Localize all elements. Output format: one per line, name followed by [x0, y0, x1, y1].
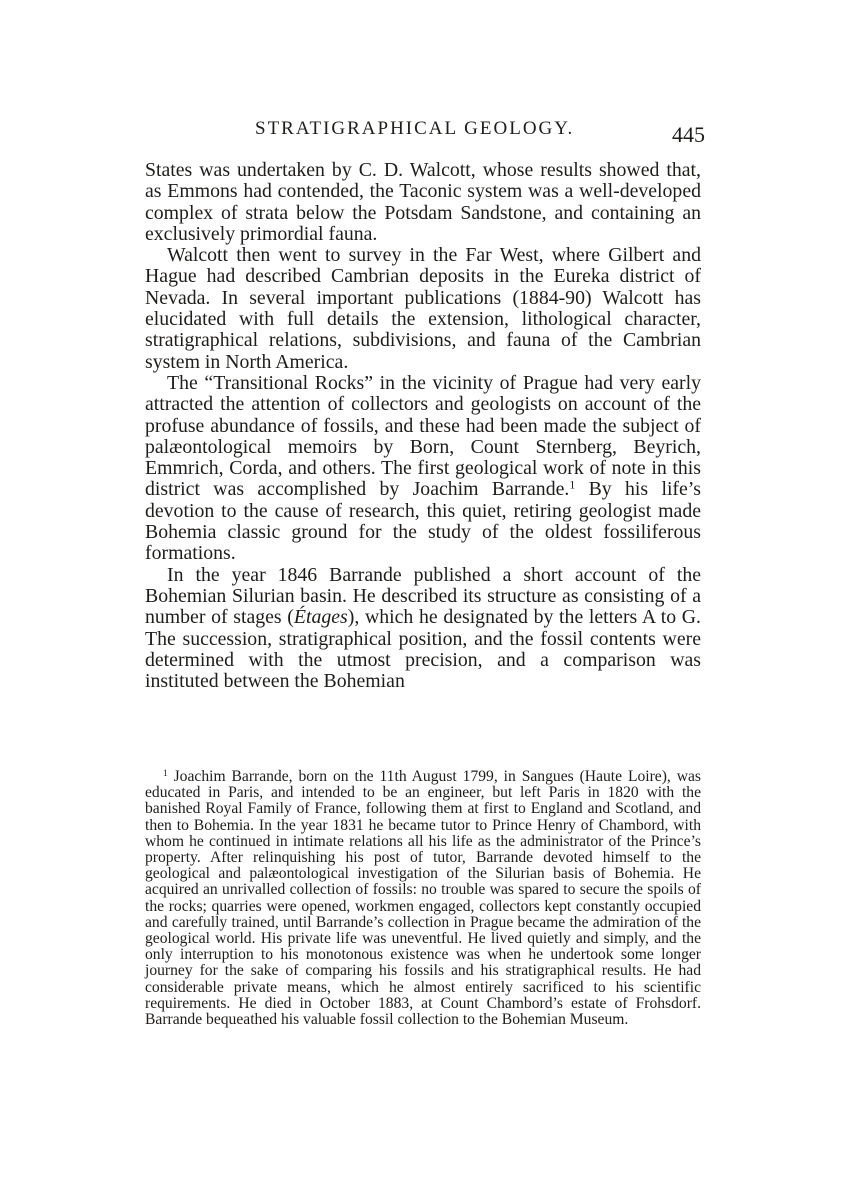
paragraph-1: States was undertaken by C. D. Walcott, whose results showed that, as Emmons had contended, the Taconic system was a well-developed complex of strata below the Potsdam Sandstone, and containing an exclusively primordial fauna. [145, 159, 701, 245]
footnote-text: Joachim Barrande, born on the 11th August 1799, in Sangues (Haute Loire), was educated in Paris, and intended to be an engineer, but left Paris in 1820 with the banished Royal Family of France, following them at first to England and Scotland, and then to Bohemia. In the year 1831 he became tutor to Prince Henry of Chambord, with whom he continued in intimate relations all his life as the administrator of the Prince’s property. After relinquishing his post of tutor, Barrande devoted himself to the geological and palæontological investigation of the Silurian basis of Bohemia. He acquired an unrivalled collection of fossils: no trouble was spared to secure the spoils of the rocks; quarries were opened, workmen engaged, collectors kept constantly occupied and carefully trained, until Barrande’s collection in Prague became the admiration of the geological world. His private life was uneventful. He lived quietly and simply, and the only interruption to his monotonous existence was when he undertook some longer journey for the sake of comparing his fossils and his stratigraphical results. He had considerable private means, which he almost entirely sacrificed to his scientific requirements. He died in October 1883, at Count Chambord’s estate of Frohsdorf. Barrande bequeathed his valuable fossil collection to the Bohemian Museum. [145, 768, 701, 1029]
footnote-marker: 1 [163, 768, 168, 779]
paragraph-4-text-b: ), which he designated by the letters A to G. The succession, stratigraphical position, and the fossil contents were determined with the utmost precision, and a comparison was instituted between the Bohemian [145, 606, 701, 693]
footnote-reference: 1 [569, 477, 576, 492]
paragraph-2: Walcott then went to survey in the Far West, where Gilbert and Hague had described Cambrian deposits in the Eureka district of Nevada. In several important publications (1884-90) Walcott has elucidated with full details the extension, lithological character, stratigraphical relations, subdivisions, and fauna of the Cambrian system in North America. [145, 244, 701, 373]
paragraph-3-text-a: The “Transitional Rocks” in the vicinity of Prague had very early attracted the attention of collectors and geologists on account of the profuse abundance of fossils, and these had been made the subject of palæontological memoirs by Born, Count Sternberg, Beyrich, Emmrich, Corda, and others. The first geological work of note in this district was accomplished by Joachim Barrande. [145, 371, 701, 501]
footnote-paragraph [145, 769, 701, 1028]
running-title: STRATIGRAPHICAL GEOLOGY. [255, 118, 575, 139]
paragraph-4-text-a: In the year 1846 Barrande published a short account of the Bohemian Silurian basin. He described its structure as consisting of a number of stages ( [145, 563, 701, 629]
paragraph-4 [145, 565, 701, 693]
running-head [145, 118, 705, 148]
body-text [145, 160, 701, 692]
footnote [145, 769, 701, 1028]
page-number: 445 [672, 122, 705, 147]
paragraph-3-text-b: By his life’s devotion to the cause of research, this quiet, retiring geologist made Bohemia classic ground for the study of the oldest fossiliferous formations. [145, 478, 701, 565]
paragraph-3 [145, 373, 701, 565]
etages-term: Étages [293, 606, 348, 629]
